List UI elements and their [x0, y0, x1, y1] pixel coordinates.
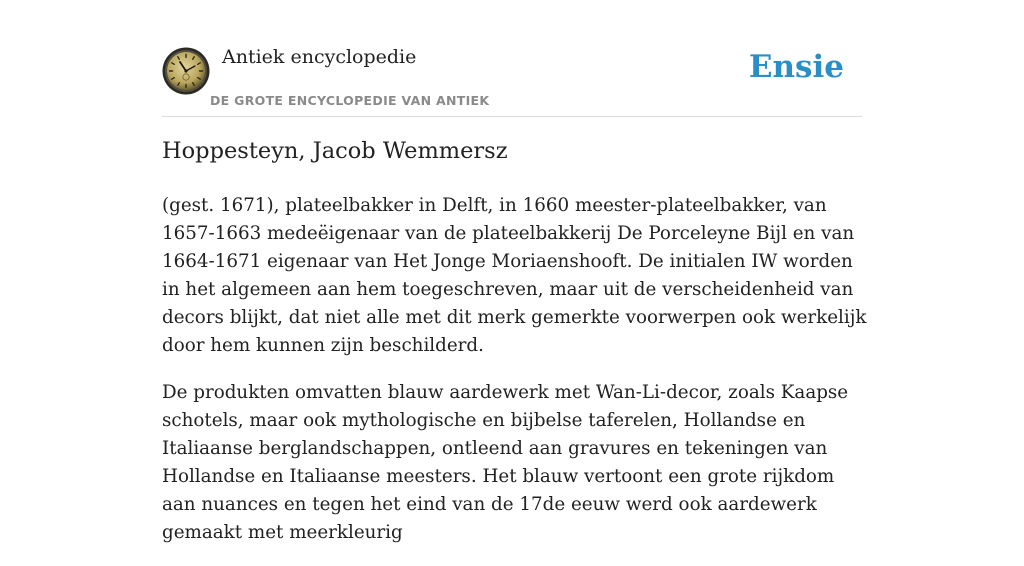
clock-icon[interactable] — [162, 47, 210, 95]
site-header — [162, 40, 862, 117]
entry-paragraph: De produkten omvatten blauw aardewerk met Wan-Li-decor, zoals Kaapse schotels, maar ook mythologische en bijbelse taferelen, Hollandse en Italiaanse berglandschappen, ontleend aan gravures en tekeningen van Hollandse en Italiaanse meesters. Het blauw vertoont een grote rijkdom aan nuances en tegen het eind van de 17de eeuw werd ook aardewerk gemaakt met meerkleurig — [162, 382, 849, 543]
site-subtitle: DE GROTE ENCYCLOPEDIE VAN ANTIEK — [210, 93, 490, 108]
ensie-logo-link[interactable]: Ensie — [748, 49, 844, 85]
entry-paragraph: (gest. 1671), plateelbakker in Delft, in 1660 meester-plateelbakker, van 1657-1663 medeëigenaar van de plateelbakkerij De Porceleyne Bijl en van 1664-1671 eigenaar van Het Jonge Moriaenshooft. De initialen IW worden in het algemeen aan hem toegeschreven, maar uit de verscheidenheid van decors blijkt, dat niet alle met dit merk gemerkte voorwerpen ook werkelijk door hem kunnen zijn beschilderd. — [162, 195, 867, 356]
page-title: Hoppesteyn, Jacob Wemmersz — [162, 138, 508, 164]
site-title[interactable]: Antiek encyclopedie — [222, 46, 417, 68]
entry-body — [162, 192, 867, 566]
